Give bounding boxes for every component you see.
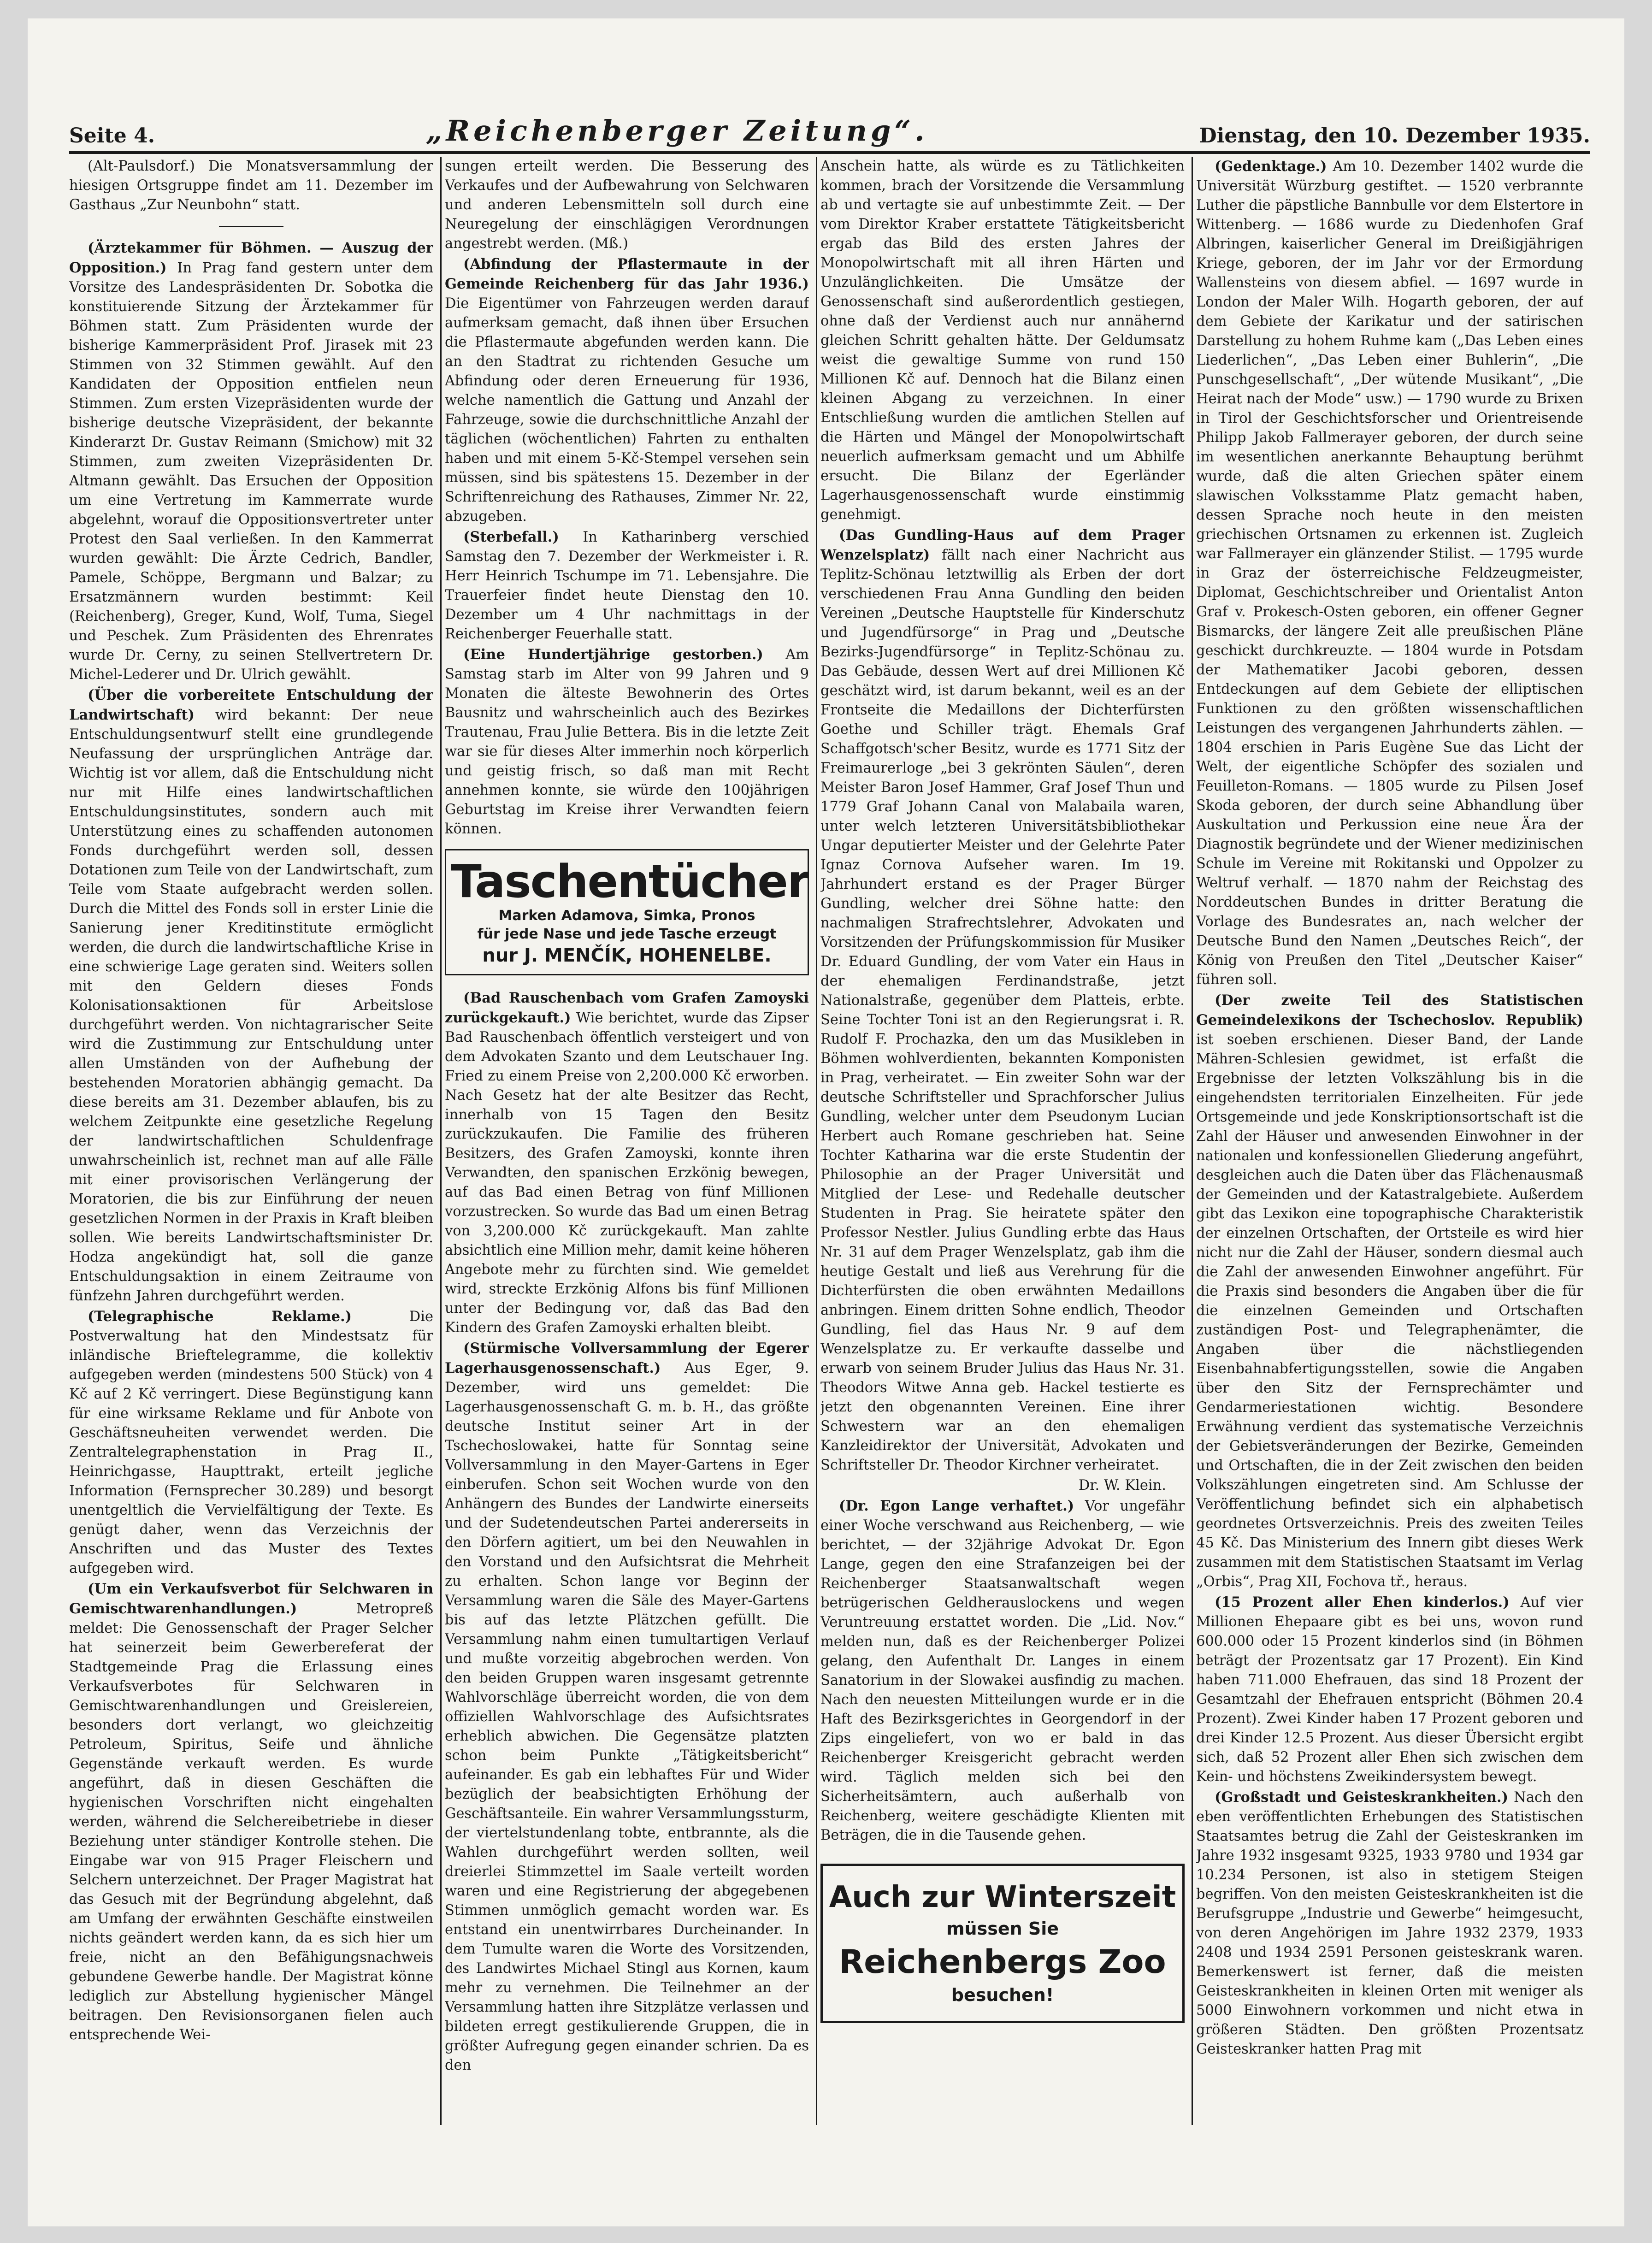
- column-3: [820, 157, 1185, 2125]
- article-heading: (Dr. Egon Lange verhaftet.): [839, 1498, 1074, 1514]
- article-heading: (Sterbefall.): [463, 529, 559, 545]
- issue-date: Dienstag, den 10. Dezember 1935.: [1199, 124, 1590, 148]
- article-heading: (Das Gundling-Haus auf dem Prager Wenzelsplatz): [820, 527, 1185, 563]
- article-body: Wie berichtet, wurde das Zipser Bad Rauschenbach öffentlich versteigert und von dem Advokaten Szanto und dem Leutschauer Ing. Fried zu einem Preise von 2,200.000 Kč erworben. Nach Gesetz hat der alte Besitzer das Recht, innerhalb von 15 Tagen den Besitz zurückzukaufen. Die Familie des früheren Besitzers, des Grafen Zamoyski, konnte ihren Verwandten, den spanischen Erzkönig bewegen, auf das Bad einen Betrag von fünf Millionen vorzustrecken. So wurde das Bad um einen Betrag von 3,200.000 Kč zurückgekauft. Man zahlte absichtlich eine Million mehr, damit keine höheren Angebote mehr zu fürchten sind. Wie gemeldet wird, streckte Erzkönig Alfons bis fünf Millionen unter der Bedingung vor, daß das Bad den Kindern des Grafen Zamoyski erhalten bleibt.: [445, 1010, 809, 1336]
- column-divider: [1192, 157, 1193, 2125]
- article-heading: (Eine Hundertjährige gestorben.): [463, 646, 763, 663]
- header-rule: [69, 151, 1590, 154]
- article-body: ist soeben erschienen. Dieser Band, der Lande Mähren-Schlesien gewidmet, ist erfaßt die Ergebnisse der letzten Volkszählung bis in die eingehendsten territorialen Einzelheiten. Für jede Ortsgemeinde und jede Konskriptionsortschaft ist die Zahl der Häuser und anwesenden Einwohner in der nationalen und konfessionellen Gliederung angeführt, desgleichen auch die Daten über das Flächenausmaß der Gemeinden und der Katastralgebiete. Außerdem gibt das Lexikon eine topographische Charakteristik der einzelnen Ortschaften, der Ortsteile es wird hier nicht nur die Zahl der Häuser, sondern diesmal auch die Zahl der anwesenden Einwohner angeführt. Für die Praxis sind besonders die Angaben über die für die einzelnen Gemeinden und Ortschaften zuständigen Post- und Telegraphenämter, die Angaben über die nächstliegenden Eisenbahnabfertigungsstellen, sowie die Angaben über den Sitz der Fernsprechämter und Gendarmeriestationen wichtig. Besondere Erwähnung verdient das systematische Verzeichnis der Gebietsveränderungen der Bezirke, Gemeinden und Ortschaften, die in der Zeit zwischen den beiden Volkszählungen eingetreten sind. Am Schlusse der Veröffentlichung befindet sich ein alphabetisch geordnetes Ortsverzeichnis. Preis des zweiten Teiles 45 Kč. Das Ministerium des Innern gibt dieses Werk zusammen mit dem Statistischen Staatsamt im Verlag „Orbis“, Prag XII, Fochova tř., heraus.: [1196, 1032, 1583, 1590]
- article-hundertjaehrige: [445, 645, 809, 839]
- article-bad-rauschenbach: [445, 988, 809, 1338]
- ad-subline: müssen Sie: [946, 1918, 1059, 1939]
- article-kinderlose-ehen: [1196, 1593, 1583, 1787]
- article-pflastermaute: [445, 254, 809, 526]
- ad-zoo-name: Reichenbergs Zoo: [839, 1943, 1166, 1981]
- article-body: Die Eigentümer von Fahrzeugen werden darauf aufmerksam gemacht, daß ihnen über Ersuchen die Pflastermaute abgefunden werden kann. Die an den Stadtrat zu richtenden Gesuche um Abfindung oder deren Erneuerung für 1936, welche namentlich die Gattung und Anzahl der Fahrzeuge, sowie die durchschnittliche Anzahl der täglichen (wöchentlichen) Fahrten zu enthalten haben und mit einem 5-Kč-Stempel versehen sein müssen, sind bis spätestens 15. Dezember in der Schriftenreichung des Rathauses, Zimmer Nr. 22, abzugeben.: [445, 295, 809, 525]
- article-geisteskrankheiten: [1196, 1788, 1583, 2059]
- article-body: In Prag fand gestern unter dem Vorsitze des Landespräsidenten Dr. Sobotka die konstituierende Sitzung der Ärztekammer für Böhmen statt. Zum Präsidenten wurde der bisherige Kammerpräsident Prof. Jirasek mit 23 Stimmen von 32 Stimmen gewählt. Auf den Kandidaten der Opposition entfielen neun Stimmen. Zum ersten Vizepräsidenten wurde der bisherige deutsche Vizepräsident, der bekannte Kinderarzt Dr. Gustav Reimann (Smichow) mit 32 Stimmen, zum zweiten Vizepräsidenten Dr. Altmann gewählt. Das Ersuchen der Opposition um eine Vertretung im Kammerrate wurde abgelehnt, worauf die Oppositionsvertreter unter Protest den Saal verließen. In den Kammerrat wurden gewählt: Die Ärzte Cedrich, Bandler, Pamele, Schöppe, Bergmann und Balzar; zu Ersatzmännern wurden bestimmt: Keil (Reichenberg), Greger, Kund, Wolf, Tuma, Siegel und Peschek. Zum Präsidenten des Ehrenrates wurde Dr. Cerny, zu seinen Stellvertretern Dr. Michel-Lederer und Dr. Ulrich gewählt.: [69, 260, 433, 683]
- ad-maker: nur J. MENČÍK, HOHENELBE.: [482, 945, 772, 966]
- newspaper-page: [28, 18, 1624, 2226]
- article-body: Aus Eger, 9. Dezember, wird uns gemeldet: Die Lagerhausgenossenschaft G. m. b. H., das größte deutsche Institut seiner Art in der Tschechoslowakei, hatte für Sonntag seine Vollversammlung in den Mayer-Gartens in Eger einberufen. Schon seit Wochen wurde von den Anhängern des Bundes der Landwirte einerseits und der Sudetendeutschen Partei andererseits in den Dörfern agitiert, um bei den Neuwahlen in den Vorstand und den Aufsichtsrat die Mehrheit zu erhalten. Schon lange vor Beginn der Versammlung waren die Säle des Mayer-Gartens bis auf das letzte Plätzchen gefüllt. Die Versammlung nahm einen tumultartigen Verlauf und mußte vorzeitig abgebrochen werden. Von den beiden Gruppen waren insgesamt getrennte Wahlvorschläge überreicht worden, die von dem offiziellen Wahlvorschlage des Aufsichtsrates erheblich abwichen. Die Gegensätze platzten schon beim Punkte „Tätigkeitsbericht“ aufeinander. Es gab ein lebhaftes Für und Wider bezüglich der beabsichtigten Erhöhung der Geschäftsanteile. Ein wahrer Versammlungssturm, der viertelstundenlang tobte, entbrannte, als die Wahlen durchgeführt werden sollten, weil dreierlei Stimmzettel im Saale verteilt worden waren und eine Registrierung der abgegebenen Stimmen unmöglich gemacht worden war. Es entstand ein unentwirrbares Durcheinander. In dem Tumulte waren die Worte des Vorsitzenden, des Landwirtes Michael Stingl aus Kornen, kaum mehr zu vernehmen. Die Teilnehmer an der Versammlung hatten ihre Sitzplätze verlassen und bildeten erregt gestikulierende Gruppen, die in größter Aufregung gegen einander schrien. Da es den: [445, 1360, 809, 2073]
- article-entschuldung: [69, 685, 433, 1306]
- article-body: Am 10. Dezember 1402 wurde die Universität Würzburg gestiftet. — 1520 verbrannte Luther die päpstliche Bannbulle vor dem Elstertore in Wittenberg. — 1686 wurde zu Diedenhofen Graf Albringen, kaiserlicher General im Dreißigjährigen Kriege, geboren, der im Jahr vor der Ermordung Wallensteins von diesem abfiel. — 1697 wurde in London der Maler Wilh. Hogarth geboren, der auf dem Gebiete der Karikatur und der satirischen Darstellung zu hohem Ruhme kam („Das Leben eines Liederlichen“, „Das Leben einer Buhlerin“, „Die Punschgesellschaft“, „Der wütende Musikant“, „Die Heirat nach der Mode“ usw.) — 1790 wurde zu Brixen in Tirol der Geschichtsforscher und Orientreisende Philipp Jakob Fallmerayer geboren, der durch seine im wesentlichen anerkannte Behauptung berühmt wurde, daß die alten Griechen später einem slawischen Volksstamme Platz gemacht haben, dessen Sprache noch heute in den meisten griechischen Ortsnamen zu erkennen ist. Zugleich war Fallmerayer ein glänzender Stilist. — 1795 wurde in Graz der österreichische Feldzeugmeister, Diplomat, Geschichtschreiber und Orientalist Anton Graf v. Prokesch-Osten geboren, ein offener Gegner Bismarcks, der längere Zeit alle preußischen Pläne geschickt durchkreuzte. — 1804 wurde in Potsdam der Mathematiker Jacobi geboren, dessen Entdeckungen auf dem Gebiete der elliptischen Funktionen zu den größten wissenschaftlichen Leistungen des vergangenen Jahrhunderts zählen. — 1804 erschien in Paris Eugène Sue das Licht der Welt, der eigentliche Schöpfer des sozialen und Feuilleton-Romans. — 1805 wurde zu Pilsen Josef Skoda geboren, der durch seine Abhandlung über Auskultation und Perkussion eine neue Ära der Diagnostik begründete und der Wiener medizinischen Schule im Vereine mit Rokitanski und Oppolzer zu Weltruf verhalf. — 1870 nahm der Reichstag des Norddeutschen Bundes in dritter Beratung die Vorlage des Bundesrates an, nach welcher der Deutsche Bund den Namen „Deutsches Reich“, der König von Preußen den Titel „Deutscher Kaiser“ führen soll.: [1196, 159, 1583, 988]
- article-body: Am Samstag starb im Alter von 99 Jahren und 9 Monaten die älteste Bewohnerin des Ortes Bausnitz und wahrscheinlich auch des Bezirkes Trautenau, Frau Julie Bettera. Bis in die letzte Zeit war sie für dieses Alter immerhin noch körperlich und geistig frisch, so daß man mit Recht annehmen konnte, sie würde den 100jährigen Geburtstag im Kreise ihrer Verwandten feiern können.: [445, 647, 809, 837]
- ad-brands: Marken Adamova, Simka, Pronos: [498, 908, 755, 924]
- column-divider: [440, 157, 442, 2125]
- column-4: [1196, 157, 1583, 2125]
- article-continuation: Anschein hatte, als würde es zu Tätlichkeiten kommen, brach der Vorsitzende die Versammlung ab und vertagte sie auf unbestimmte Zeit. — Der vom Direktor Kraber erstattete Tätigkeitsbericht ergab das Bild des ersten Jahres der Monopolwirtschaft mit all ihren Härten und Unzulänglichkeiten. Die Umsätze der Genossenschaft sind außerordentlich gestiegen, ohne daß der Verdienst auch nur annähernd gleichen Schritt gehalten hätte. Der Geldumsatz weist die gewaltige Summe von rund 150 Millionen Kč auf. Dennoch hat die Bilanz einen kleinen Abgang zu verzeichnen. In einer Entschließung wurden die amtlichen Stellen auf die Härten und Mängel der Monopolwirtschaft neuerlich aufmerksam gemacht und um Abhilfe ersucht. Die Bilanz der Egerländer Lagerhausgenossenschaft wurde einstimmig genehmigt.: [820, 158, 1185, 523]
- advertisement-taschentuecher: [445, 849, 809, 975]
- article-heading: (Großstadt und Geisteskrankheiten.): [1215, 1789, 1509, 1806]
- ad-call-to-action: besuchen!: [951, 1985, 1054, 2005]
- article-lagerhaus: [445, 1339, 809, 2075]
- article-heading: (Um ein Verkaufsverbot für Selchwaren in Gemischtwarenhandlungen.): [69, 1581, 433, 1617]
- article-gedenktage: [1196, 157, 1583, 990]
- article-heading: (15 Prozent aller Ehen kinderlos.): [1215, 1594, 1510, 1611]
- advertisement-zoo: [820, 1864, 1185, 2023]
- article-body: Vor ungefähr einer Woche verschwand aus Reichenberg, — wie berichtet, — der 32jährige Advokat Dr. Egon Lange, gegen den eine Strafanzeigen bei der Reichenberger Staatsanwaltschaft wegen betrügerischen Geldherauslockens und wegen Veruntreuung erstattet worden. Die „Lid. Nov.“ melden nun, daß es der Reichenberger Polizei gelang, den Aufenthalt Dr. Langes in einem Sanatorium in der Slowakei ausfindig zu machen. Nach den neuesten Mitteilungen wurde er in die Haft des Bezirksgerichtes in Georgendorf in der Zips eingeliefert, von wo er bald in das Reichenberger Kreisgericht gebracht werden wird. Täglich melden sich bei den Sicherheitsämtern, auch außerhalb von Reichenberg, weitere geschädigte Klienten mit Beträgen, die in die Tausende gehen.: [820, 1498, 1185, 1843]
- article-body: Metropreß meldet: Die Genossenschaft der Prager Selcher hat seinerzeit beim Gewerbereferat der Stadtgemeinde Prag die Erlassung eines Verkaufsverbotes für Selchwaren in Gemischtwarenhandlungen und Greislereien, besonders dort verlangt, wo gleichzeitig Petroleum, Spiritus, Seife und ähnliche Gegenstände verkauft werden. Es wurde angeführt, daß in diesen Geschäften die hygienischen Vorschriften nicht eingehalten werden, während die Selchereibetriebe in dieser Beziehung unter ständiger Kontrolle stehen. Die Eingabe war von 915 Prager Fleischern und Selchern unterzeichnet. Der Prager Magistrat hat das Gesuch mit der Begründung abgelehnt, daß am Umfang der erwähnten Geschäfte einstweilen nichts geändert werden kann, da es sich hier um freie, nicht an den Befähigungsnachweis gebundene Gewerbe handle. Der Magistrat könne lediglich zur Abstellung hygienischer Mängel beitragen. Den Revisionsorganen fielen auch entsprechende Wei-: [69, 1601, 433, 2043]
- page-number: Seite 4.: [69, 124, 155, 148]
- article-gundling-haus: [820, 525, 1185, 1475]
- article-heading: (Stürmische Vollversammlung der Egerer Lagerhausgenossenschaft.): [445, 1340, 809, 1376]
- article-heading: (Bad Rauschenbach vom Grafen Zamoyski zurückgekauft.): [445, 990, 809, 1026]
- page-header: [69, 97, 1590, 148]
- article-heading: (Über die vorbereitete Entschuldung der Landwirtschaft): [69, 687, 433, 723]
- article-sterbefall: [445, 527, 809, 644]
- ad-subline: für jede Nase und jede Tasche erzeugt: [477, 926, 777, 942]
- article-heading: (Ärztekammer für Böhmen. — Auszug der Opposition.): [69, 240, 433, 276]
- article-continuation: sungen erteilt werden. Die Besserung des Verkaufes und der Aufbewahrung von Selchwaren und anderen Lebensmitteln soll durch eine Neuregelung der einschlägigen Verordnungen angestrebt werden. (Mß.): [445, 158, 809, 252]
- article-body: In Katharinberg verschied Samstag den 7. Dezember der Werkmeister i. R. Herr Heinrich Tschumpe im 71. Lebensjahre. Die Trauerfeier findet heute Dienstag den 10. Dezember um 4 Uhr nachmittags in der Reichenberger Feuerhalle statt.: [445, 529, 809, 642]
- article-heading: (Abfindung der Pflastermaute in der Gemeinde Reichenberg für das Jahr 1936.): [445, 256, 809, 292]
- article-body: fällt nach einer Nachricht aus Teplitz-Schönau letztwillig als Erben der dort verschiedenen Frau Anna Gundling den beiden Vereinen „Deutsche Hauptstelle für Kinderschutz und Jugendfürsorge“ in Prag und „Deutsche Bezirks-Jugendfürsorge“ in Teplitz-Schönau zu. Das Gebäude, dessen Wert auf drei Millionen Kč geschätzt wird, ist darum bekannt, weil es an der Frontseite die Medaillons der Dichterfürsten Goethe und Schiller trägt. Ehemals Graf Schaffgotsch'scher Besitz, wurde es 1771 Sitz der Freimaurerloge „bei 3 gekrönten Säulen“, deren Meister Baron Josef Hammer, Graf Josef Thun und 1779 Graf Johann Canal von Malabaila waren, unter welch letzteren Universitätsbibliothekar Ungar deputierter Meister und der Gelehrte Pater Ignaz Cornova Aufseher waren. Im 19. Jahrhundert erstand es der Prager Bürger Gundling, welcher drei Söhne hatte: den nachmaligen Strafrechtslehrer, Advokaten und Vorsitzenden der Prüfungskommission für Musiker Dr. Eduard Gundling, der vom Vater ein Haus in der ehemaligen Ferdinandstraße, jetzt Nationalstraße, gegenüber dem Platteis, erbte. Seine Tochter Toni ist an den Regierungsrat i. R. Rudolf F. Prochazka, den um das Musikleben in Böhmen wohlverdienten, bekannten Komponisten in Prag, verheiratet. — Ein zweiter Sohn war der deutsche Schriftsteller und Sprachforscher Julius Gundling, welcher unter dem Pseudonym Lucian Herbert auch Romane geschrieben hat. Seine Tochter Katharina war die erste Studentin der Philosophie an der Prager Universität und Mitglied der Lese- und Redehalle deutscher Studenten in Prag. Sie heiratete später den Professor Nestler. Julius Gundling erbte das Haus Nr. 31 auf dem Prager Wenzelsplatz, gab ihm die heutige Gestalt und ließ aus Verehrung für die Dichterfürsten die oben erwähnten Medaillons anbringen. Einem dritten Sohne endlich, Theodor Gundling, fiel das Haus Nr. 9 auf dem Wenzelsplatze zu. Er verkaufte dasselbe und erwarb von seinem Bruder Julius das Haus Nr. 31. Theodors Witwe Anna geb. Hackel testierte es jetzt den obgenannten Vereinen. Eine ihrer Schwestern war an den ehemaligen Kanzleidirektor der Universität, Advokaten und Schriftsteller Dr. Theodor Kirchner verheiratet.: [820, 547, 1185, 1473]
- column-1: [69, 157, 433, 2125]
- article-body: Auf vier Millionen Ehepaare gibt es bei uns, wovon rund 600.000 oder 15 Prozent kinderlos sind (in Böhmen beträgt der Prozentsatz gar 17 Prozent). Ein Kind haben 711.000 Ehefrauen, das sind 18 Prozent der Gesamtzahl der Ehefrauen entspricht (Böhmen 20.4 Prozent). Zwei Kinder haben 17 Prozent geboren und drei Kinder 12.5 Prozent. Aus dieser Übersicht ergibt sich, daß 52 Prozent aller Ehen sich zwischen dem Kein- und höchstens Zweikindersystem bewegt.: [1196, 1594, 1583, 1785]
- ad-headline: Auch zur Winterszeit: [829, 1880, 1176, 1914]
- article-gemeindelexikon: [1196, 991, 1583, 1592]
- column-2: [445, 157, 809, 2125]
- article-body: Nach den eben veröffentlichten Erhebungen des Statistischen Staatsamtes betrug die Zahl der Geisteskranken im Jahre 1932 insgesamt 9325, 1933 9780 und 1934 gar 10.234 Personen, ist also in stetigem Steigen begriffen. Von den meisten Geisteskrankheiten ist die Berufsgruppe „Industrie und Gewerbe“ heimgesucht, von deren Angehörigen im Jahre 1932 2379, 1933 2408 und 1934 2591 Personen geisteskrank waren. Bemerkenswert ist ferner, daß die meisten Geisteskrankheiten in kleinen Orten mit weniger als 5000 Einwohnern vorkommen und nicht etwa in größeren Städten. Den größten Prozentsatz Geisteskranker hatten Prag mit: [1196, 1789, 1583, 2057]
- article-egon-lange: [820, 1496, 1185, 1845]
- article-heading: (Der zweite Teil des Statistischen Gemeindelexikons der Tschechoslov. Republik): [1196, 992, 1583, 1028]
- article-selchwaren: [69, 1579, 433, 2045]
- column-divider: [816, 157, 817, 2125]
- ad-headline: Taschentücher: [451, 856, 809, 908]
- masthead: „Reichenberger Zeitung“.: [425, 114, 928, 148]
- article-telegraphische-reklame: [69, 1307, 433, 1578]
- article-aerztekammer: [69, 238, 433, 685]
- article-heading: (Gedenktage.): [1215, 158, 1327, 175]
- article-body: Die Postverwaltung hat den Mindestsatz für inländische Brieftelegramme, die kollektiv aufgegeben werden (mindestens 500 Stück) von 4 Kč auf 2 Kč verringert. Diese Begünstigung kann für eine wirksame Reklame und für Anbote von Geschäftsneuheiten verwendet werden. Die Zentraltelegraphenstation in Prag II., Heinrichgasse, Haupttrakt, erteilt jegliche Information (Fernsprecher 30.289) und besorgt unentgeltlich die Vervielfältigung der Texte. Es genügt daher, wenn das Verzeichnis der Anschriften und das Muster des Textes aufgegeben wird.: [69, 1309, 433, 1576]
- article-heading: (Telegraphische Reklame.): [88, 1308, 352, 1325]
- author-signature: Dr. W. Klein.: [1078, 1477, 1166, 1493]
- article-body: wird bekannt: Der neue Entschuldungsentwurf stellt eine grundlegende Neufassung der ursprünglichen Anträge dar. Wichtig ist vor allem, daß die Entschuldung nicht nur mit Hilfe eines landwirtschaftlichen Entschuldungsinstitutes, sondern auch mit Unterstützung eines zu schaffenden autonomen Fonds durchgeführt werden soll, dessen Dotationen zum Teile von der Landwirtschaft, zum Teile vom Staate aufgebracht werden sollen. Durch die Mittel des Fonds soll in erster Linie die Sanierung jener Kreditinstitute ermöglicht werden, die durch die landwirtschaftliche Krise in eine schwierige Lage geraten sind. Weiters sollen mit den Geldern dieses Fonds Kolonisationsaktionen für Arbeitslose durchgeführt werden. Von nichtagrarischer Seite wird die Zustimmung zur Entschuldung unter allen Umständen von der Aufhebung der bestehenden Moratorien abhängig gemacht. Da diese bereits am 31. Dezember ablaufen, bis zu welchem Zeitpunkte eine gesetzliche Regelung der landwirtschaftlichen Schuldenfrage unwahrscheinlich ist, rechnet man auf alle Fälle mit einer provisorischen Verlängerung der Moratorien, die bis zur Einführung der neuen gesetzlichen Normen in der Praxis in Kraft bleiben sollen. Wie bereits Landwirtschaftsminister Dr. Hodza angekündigt hat, soll die ganze Entschuldungsaktion in einem Zeitraume von fünfzehn Jahren durchgeführt werden.: [69, 707, 433, 1304]
- separator: [219, 226, 283, 227]
- article-alt-paulsdorf: (Alt-Paulsdorf.) Die Monatsversammlung der hiesigen Ortsgruppe findet am 11. Dezember im Gasthaus „Zur Neunbohn“ statt.: [69, 158, 433, 213]
